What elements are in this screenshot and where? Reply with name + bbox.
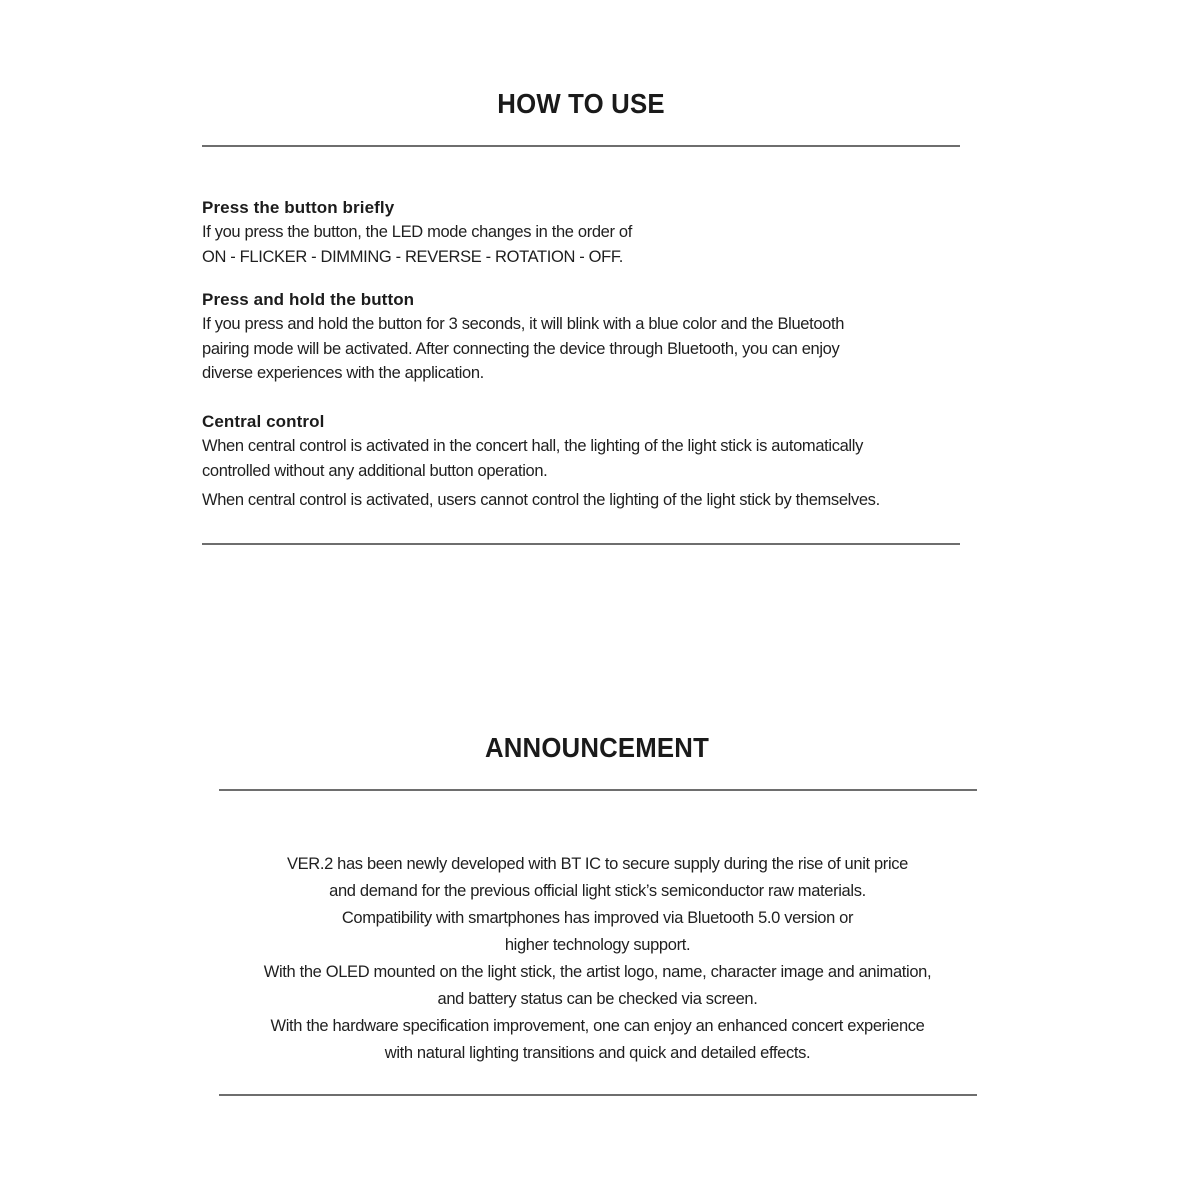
announcement-bottom-divider — [219, 1094, 977, 1096]
announcement-text-line: with natural lighting transitions and quick and detailed effects. — [384, 1044, 811, 1062]
section-press-briefly — [202, 196, 632, 269]
section-text-line: If you press and hold the button for 3 seconds, it will blink with a blue color and the Bluetooth — [202, 315, 845, 333]
section-text-line: When central control is activated, users cannot control the lighting of the light stick by themselves. — [202, 491, 880, 509]
announcement-text-line: higher technology support. — [504, 936, 691, 954]
how-to-use-bottom-divider — [202, 543, 960, 545]
how-to-use-top-divider — [202, 145, 960, 147]
announcement-text-line: and demand for the previous official light stick’s semiconductor raw materials. — [329, 882, 866, 900]
section-press-and-hold — [202, 288, 844, 386]
section-heading: Press the button briefly — [202, 198, 395, 217]
announcement-top-divider — [219, 789, 977, 791]
announcement-title: ANNOUNCEMENT — [484, 732, 710, 763]
section-text-line: If you press the button, the LED mode changes in the order of — [202, 223, 632, 241]
section-central-control — [202, 410, 880, 513]
announcement-text-line: With the OLED mounted on the light stick, the artist logo, name, character image and animation, — [263, 963, 932, 981]
section-text-line: controlled without any additional button operation. — [202, 461, 548, 480]
section-heading: Press and hold the button — [202, 290, 415, 309]
announcement-content — [150, 851, 1045, 1067]
section-heading: Central control — [202, 412, 325, 431]
how-to-use-title: HOW TO USE — [497, 88, 665, 119]
announcement-text-line: Compatibility with smartphones has improved via Bluetooth 5.0 version or — [341, 909, 854, 927]
section-text-line: pairing mode will be activated. After connecting the device through Bluetooth, you can enjoy — [202, 339, 840, 358]
section-text-line: When central control is activated in the concert hall, the lighting of the light stick is automatically — [202, 437, 863, 455]
section-text-line: ON - FLICKER - DIMMING - REVERSE - ROTATION - OFF. — [202, 247, 623, 266]
announcement-text-line: VER.2 has been newly developed with BT IC to secure supply during the rise of unit price — [286, 855, 908, 873]
announcement-text-line: and battery status can be checked via screen. — [437, 990, 758, 1008]
announcement-text-line: With the hardware specification improvement, one can enjoy an enhanced concert experience — [270, 1017, 925, 1035]
section-text-line: diverse experiences with the application. — [202, 364, 484, 382]
